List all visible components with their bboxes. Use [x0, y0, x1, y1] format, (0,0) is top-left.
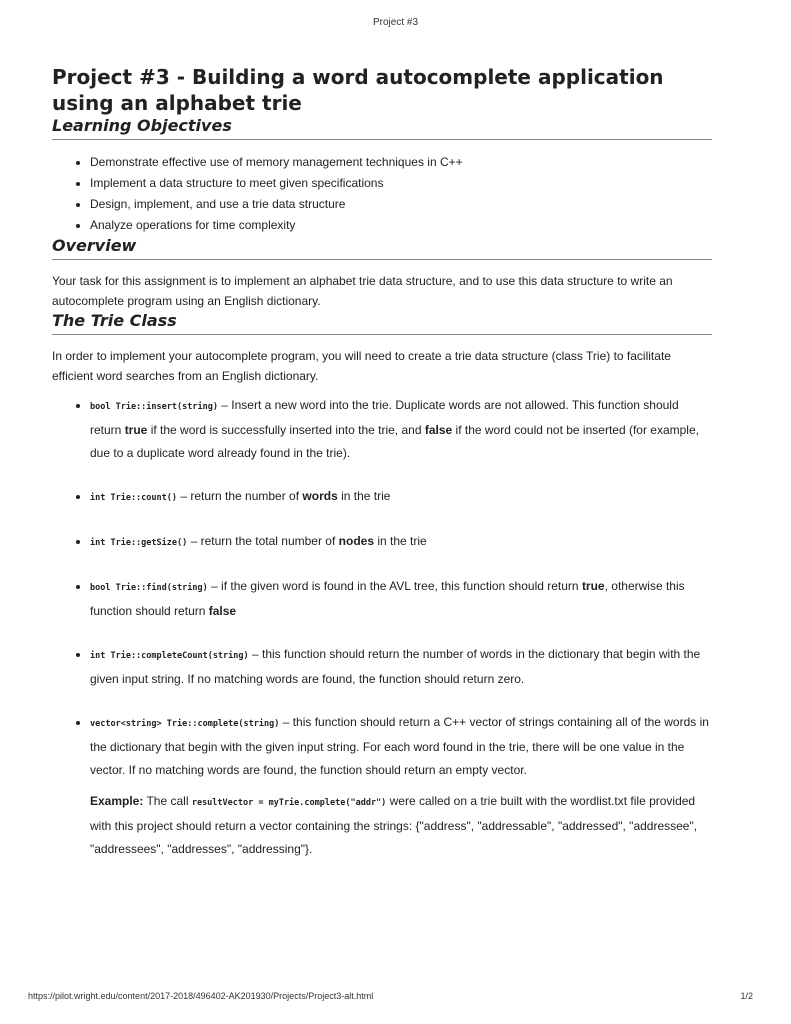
- example-label: Example:: [90, 794, 144, 808]
- method-insert: • bool Trie::insert(string) – Insert a new word into the trie. Duplicate words are not allowed. This function should return true if the word is successfully inserted into the trie, and false if the word could not be inserted (for example, due to a duplicate word already found in the trie).: [90, 394, 712, 465]
- print-header: Project #3: [372, 17, 419, 28]
- method-getsize: • int Trie::getSize() – return the total number of nodes in the trie: [90, 530, 712, 555]
- method-signature: bool Trie::insert(string): [90, 402, 218, 412]
- method-signature: bool Trie::find(string): [90, 583, 208, 593]
- method-find: • bool Trie::find(string) – if the given word is found in the AVL tree, this function should return true, otherwise this function should return false: [90, 575, 712, 623]
- method-count: • int Trie::count() – return the number of words in the trie: [90, 485, 712, 510]
- objective-item: • Implement a data structure to meet given specifications: [90, 173, 712, 194]
- method-completecount: • int Trie::completeCount(string) – this function should return the number of words in the dictionary that begin with the given input string. If no matching words are found, the function should return zero.: [90, 643, 712, 691]
- overview-text: Your task for this assignment is to implement an alphabet trie data structure, and to use this data structure to write an autocomplete program using an English dictionary.: [52, 274, 673, 308]
- example-paragraph: Example: The call resultVector = myTrie.complete("addr") were called on a trie built with the wordlist.txt file provided with this project should return a vector containing the strings: {"address", "addressable", "addressed", "addressee", "addressees", "addresses", "addressing"}.: [90, 794, 698, 856]
- method-list: [52, 394, 712, 861]
- example-code: resultVector = myTrie.complete("addr"): [191, 798, 387, 808]
- method-signature: int Trie::getSize(): [90, 538, 188, 548]
- document-body: [52, 64, 712, 861]
- objective-item: • Design, implement, and use a trie data structure: [90, 194, 712, 215]
- objective-item: • Analyze operations for time complexity: [90, 215, 712, 236]
- method-signature: int Trie::count(): [90, 493, 177, 503]
- overview-heading: Overview: [52, 236, 712, 260]
- trie-class-heading: The Trie Class: [52, 311, 712, 335]
- objective-item: • Demonstrate effective use of memory management techniques in C++: [90, 152, 712, 173]
- learning-objectives-heading: Learning Objectives: [52, 116, 712, 140]
- method-complete: • vector<string> Trie::complete(string) – this function should return a C++ vector of strings containing all of the words in the dictionary that begin with the given input string. For each word found in the trie, there will be one value in the vector. If no matching words are found, the function should return an empty vector. Example: The call resultVector = myTrie.complete("addr") were called on a trie built with the wordlist.txt file provided with this project should return a vector containing the strings: {"address", "addressable", "addressed", "addressee", "addressees", "addresses", "addressing"}.: [90, 711, 712, 861]
- page-number: 1/2: [740, 991, 753, 1001]
- objectives-list: [52, 152, 712, 236]
- method-signature: vector<string> Trie::complete(string): [90, 719, 280, 729]
- print-footer: [28, 991, 753, 1001]
- trie-class-intro: In order to implement your autocomplete program, you will need to create a trie data structure (class Trie) to facilitate efficient word searches from an English dictionary.: [52, 349, 671, 383]
- method-signature: int Trie::completeCount(string): [90, 651, 249, 661]
- page-title: Project #3 - Building a word autocomplete application using an alphabet trie: [52, 65, 664, 115]
- footer-url: https://pilot.wright.edu/content/2017-2018/496402-AK201930/Projects/Project3-alt.html: [28, 991, 374, 1001]
